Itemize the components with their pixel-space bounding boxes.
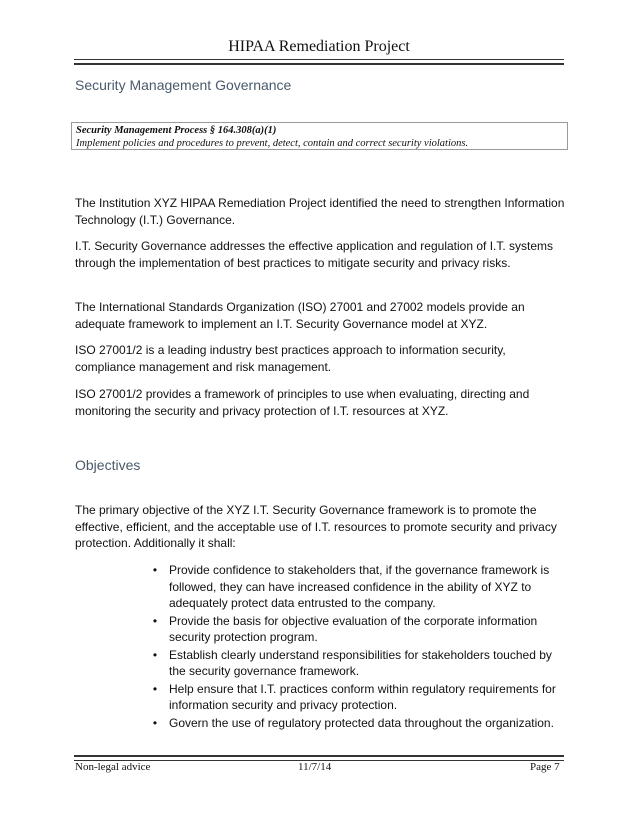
section-heading-security-management: Security Management Governance — [75, 77, 292, 93]
list-item-text: Help ensure that I.T. practices conform within regulatory requirements for information security and privacy protection. — [169, 681, 556, 712]
paragraph-3: The International Standards Organization (ISO) 27001 and 27002 models provide an adequate framework to implement an I.T. Security Governance model at XYZ. — [75, 300, 525, 331]
section-heading-objectives: Objectives — [75, 457, 141, 473]
paragraph-2: I.T. Security Governance addresses the effective application and regulation of I.T. systems through the implementation of best practices to mitigate security and privacy risks. — [75, 239, 554, 270]
bullet-icon: • — [152, 613, 158, 628]
list-item-text: Provide confidence to stakeholders that, if the governance framework is followed, they can have increased confidence in the ability of XYZ to adequately protect data entrusted to the company. — [169, 563, 550, 610]
footer-date: 11/7/14 — [298, 761, 332, 773]
paragraph-1: The Institution XYZ HIPAA Remediation Project identified the need to strengthen Information Technology (I.T.) Governance. — [75, 196, 565, 227]
list-item-text: Establish clearly understand responsibilities for stakeholders touched by the security governance framework. — [169, 647, 552, 678]
list-item-text: Provide the basis for objective evaluation of the corporate information security protection program. — [169, 613, 538, 644]
callout-box-text: Implement policies and procedures to prevent, detect, contain and correct security violations. — [76, 137, 469, 149]
footer-left: Non-legal advice — [75, 761, 151, 773]
header-rule — [74, 59, 564, 65]
paragraph-4: ISO 27001/2 is a leading industry best practices approach to information security, compliance management and risk management. — [75, 343, 506, 374]
list-item — [150, 562, 566, 612]
list-item-text: Govern the use of regulatory protected data throughout the organization. — [169, 715, 554, 730]
list-item — [150, 647, 566, 680]
bullet-icon: • — [152, 681, 158, 696]
callout-box — [71, 122, 568, 150]
list-item — [150, 613, 566, 646]
list-item — [150, 715, 566, 732]
objectives-list — [150, 562, 566, 732]
objectives-intro: The primary objective of the XYZ I.T. Security Governance framework is to promote the effective, efficient, and the acceptable use of I.T. resources to promote security and privacy protection. Additionally it shall: — [75, 503, 557, 550]
bullet-icon: • — [152, 715, 158, 730]
footer-page-number: Page 7 — [530, 761, 560, 773]
bullet-icon: • — [152, 563, 158, 577]
callout-box-title: Security Management Process § 164.308(a)(1) — [76, 125, 277, 136]
page-title: HIPAA Remediation Project — [228, 38, 410, 55]
paragraph-5: ISO 27001/2 provides a framework of principles to use when evaluating, directing and monitoring the security and privacy protection of I.T. resources at XYZ. — [75, 387, 530, 418]
bullet-icon: • — [152, 647, 158, 662]
list-item — [150, 681, 566, 714]
